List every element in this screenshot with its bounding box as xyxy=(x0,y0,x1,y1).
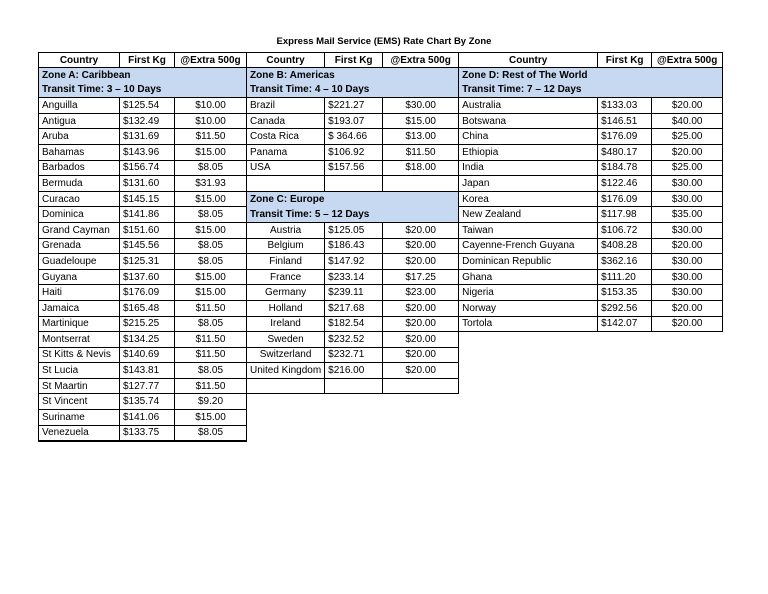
first-kg-cell: $215.25 xyxy=(120,316,175,332)
extra-cell: $11.50 xyxy=(175,378,247,394)
col-header-extra: @Extra 500g xyxy=(175,53,247,68)
country-cell: New Zealand xyxy=(459,207,598,223)
extra-cell: $35.00 xyxy=(652,207,723,223)
extra-cell: $25.00 xyxy=(652,160,723,176)
extra-cell: $11.50 xyxy=(383,144,459,160)
table-row xyxy=(39,363,723,379)
country-cell: Bahamas xyxy=(39,144,120,160)
country-cell: Barbados xyxy=(39,160,120,176)
first-kg-cell: $239.11 xyxy=(325,285,383,301)
country-cell: Canada xyxy=(247,113,325,129)
country-cell: Ireland xyxy=(247,316,325,332)
col-header-extra: @Extra 500g xyxy=(383,53,459,68)
extra-cell: $25.00 xyxy=(652,129,723,145)
country-cell: Botswana xyxy=(459,113,598,129)
extra-cell: $40.00 xyxy=(652,113,723,129)
blank-cell xyxy=(459,347,598,363)
table-row xyxy=(39,113,723,129)
blank-cell xyxy=(383,410,459,426)
zone-transit: Transit Time: 7 – 12 Days xyxy=(459,83,723,98)
first-kg-cell: $135.74 xyxy=(120,394,175,410)
blank-cell xyxy=(652,410,723,426)
country-cell: Finland xyxy=(247,254,325,270)
first-kg-cell: $132.49 xyxy=(120,113,175,129)
country-cell: Martinique xyxy=(39,316,120,332)
country-cell: Costa Rica xyxy=(247,129,325,145)
extra-cell: $20.00 xyxy=(383,316,459,332)
blank-cell xyxy=(247,394,325,410)
extra-cell: $10.00 xyxy=(175,98,247,114)
table-row xyxy=(39,98,723,114)
extra-cell: $20.00 xyxy=(383,300,459,316)
blank-cell xyxy=(598,394,652,410)
first-kg-cell: $176.09 xyxy=(598,129,652,145)
first-kg-cell: $133.03 xyxy=(598,98,652,114)
country-cell: Aruba xyxy=(39,129,120,145)
first-kg-cell: $408.28 xyxy=(598,238,652,254)
blank-cell xyxy=(325,425,383,441)
first-kg-cell: $111.20 xyxy=(598,269,652,285)
col-header-country: Country xyxy=(39,53,120,68)
first-kg-cell: $ 364.66 xyxy=(325,129,383,145)
table-row xyxy=(39,191,723,207)
table-row xyxy=(39,347,723,363)
blank-cell xyxy=(383,394,459,410)
extra-cell: $30.00 xyxy=(652,176,723,192)
country-cell: Dominican Republic xyxy=(459,254,598,270)
country-cell: Cayenne-French Guyana xyxy=(459,238,598,254)
extra-cell: $20.00 xyxy=(652,300,723,316)
blank-cell xyxy=(652,394,723,410)
table-row xyxy=(39,160,723,176)
blank-cell xyxy=(598,347,652,363)
first-kg-cell: $362.16 xyxy=(598,254,652,270)
country-cell: St Lucia xyxy=(39,363,120,379)
country-cell: Grenada xyxy=(39,238,120,254)
first-kg-cell: $141.86 xyxy=(120,207,175,223)
blank-cell xyxy=(598,410,652,426)
country-cell: USA xyxy=(247,160,325,176)
extra-cell: $20.00 xyxy=(383,238,459,254)
country-cell: Guadeloupe xyxy=(39,254,120,270)
country-cell: Suriname xyxy=(39,410,120,426)
extra-cell: $31.93 xyxy=(175,176,247,192)
blank-cell xyxy=(652,378,723,394)
first-kg-cell: $480.17 xyxy=(598,144,652,160)
extra-cell: $9.20 xyxy=(175,394,247,410)
first-kg-cell: $122.46 xyxy=(598,176,652,192)
first-kg-cell: $233.14 xyxy=(325,269,383,285)
extra-cell: $15.00 xyxy=(175,410,247,426)
country-cell: Jamaica xyxy=(39,300,120,316)
first-kg-cell: $141.06 xyxy=(120,410,175,426)
country-cell: Holland xyxy=(247,300,325,316)
first-kg-cell: $143.96 xyxy=(120,144,175,160)
first-kg-cell: $106.72 xyxy=(598,222,652,238)
extra-cell: $30.00 xyxy=(652,254,723,270)
extra-cell: $11.50 xyxy=(175,300,247,316)
first-kg-cell: $117.98 xyxy=(598,207,652,223)
extra-cell: $17.25 xyxy=(383,269,459,285)
zone-transit: Transit Time: 3 – 10 Days xyxy=(39,83,247,98)
extra-cell: $30.00 xyxy=(652,222,723,238)
col-header-first-kg: First Kg xyxy=(325,53,383,68)
table-row xyxy=(39,83,723,98)
country-cell: Montserrat xyxy=(39,332,120,348)
extra-cell: $20.00 xyxy=(383,363,459,379)
extra-cell: $20.00 xyxy=(383,254,459,270)
col-header-country: Country xyxy=(247,53,325,68)
country-cell: France xyxy=(247,269,325,285)
blank-cell xyxy=(652,425,723,441)
country-cell: Korea xyxy=(459,191,598,207)
first-kg-cell: $143.81 xyxy=(120,363,175,379)
country-cell: Anguilla xyxy=(39,98,120,114)
blank-cell xyxy=(598,363,652,379)
rate-table-body xyxy=(39,68,723,442)
country-cell: St Maartin xyxy=(39,378,120,394)
country-cell: Norway xyxy=(459,300,598,316)
table-row xyxy=(39,222,723,238)
table-row xyxy=(39,207,723,223)
empty-cell xyxy=(383,176,459,192)
country-cell: Bermuda xyxy=(39,176,120,192)
extra-cell: $8.05 xyxy=(175,363,247,379)
blank-cell xyxy=(459,378,598,394)
country-cell: Panama xyxy=(247,144,325,160)
extra-cell: $11.50 xyxy=(175,347,247,363)
extra-cell: $8.05 xyxy=(175,238,247,254)
country-cell: Taiwan xyxy=(459,222,598,238)
header-row xyxy=(39,53,723,68)
country-cell: Haiti xyxy=(39,285,120,301)
first-kg-cell: $182.54 xyxy=(325,316,383,332)
table-row xyxy=(39,332,723,348)
extra-cell: $18.00 xyxy=(383,160,459,176)
extra-cell: $20.00 xyxy=(383,332,459,348)
blank-cell xyxy=(247,410,325,426)
country-cell: St Vincent xyxy=(39,394,120,410)
first-kg-cell: $127.77 xyxy=(120,378,175,394)
extra-cell: $15.00 xyxy=(175,191,247,207)
extra-cell: $30.00 xyxy=(652,269,723,285)
extra-cell: $20.00 xyxy=(383,222,459,238)
blank-cell xyxy=(598,378,652,394)
first-kg-cell: $140.69 xyxy=(120,347,175,363)
extra-cell: $20.00 xyxy=(383,347,459,363)
extra-cell: $8.05 xyxy=(175,207,247,223)
country-cell: Ghana xyxy=(459,269,598,285)
table-row xyxy=(39,144,723,160)
blank-cell xyxy=(652,347,723,363)
empty-cell xyxy=(325,378,383,394)
blank-cell xyxy=(247,425,325,441)
first-kg-cell: $292.56 xyxy=(598,300,652,316)
country-cell: Sweden xyxy=(247,332,325,348)
first-kg-cell: $131.60 xyxy=(120,176,175,192)
country-cell: Curacao xyxy=(39,191,120,207)
first-kg-cell: $146.51 xyxy=(598,113,652,129)
first-kg-cell: $151.60 xyxy=(120,222,175,238)
first-kg-cell: $221.27 xyxy=(325,98,383,114)
country-cell: India xyxy=(459,160,598,176)
country-cell: Venezuela xyxy=(39,425,120,441)
extra-cell: $8.05 xyxy=(175,316,247,332)
rate-table xyxy=(38,52,723,442)
extra-cell: $15.00 xyxy=(175,269,247,285)
first-kg-cell: $134.25 xyxy=(120,332,175,348)
empty-cell xyxy=(383,378,459,394)
extra-cell: $8.05 xyxy=(175,425,247,441)
col-header-first-kg: First Kg xyxy=(598,53,652,68)
extra-cell: $11.50 xyxy=(175,129,247,145)
extra-cell: $23.00 xyxy=(383,285,459,301)
first-kg-cell: $232.71 xyxy=(325,347,383,363)
country-cell: Australia xyxy=(459,98,598,114)
col-header-extra: @Extra 500g xyxy=(652,53,723,68)
first-kg-cell: $133.75 xyxy=(120,425,175,441)
extra-cell: $13.00 xyxy=(383,129,459,145)
empty-cell xyxy=(247,378,325,394)
first-kg-cell: $232.52 xyxy=(325,332,383,348)
extra-cell: $15.00 xyxy=(175,144,247,160)
country-cell: Ethiopia xyxy=(459,144,598,160)
extra-cell: $8.05 xyxy=(175,254,247,270)
extra-cell: $30.00 xyxy=(652,191,723,207)
empty-cell xyxy=(247,176,325,192)
first-kg-cell: $217.68 xyxy=(325,300,383,316)
empty-cell xyxy=(325,176,383,192)
first-kg-cell: $106.92 xyxy=(325,144,383,160)
table-row xyxy=(39,129,723,145)
first-kg-cell: $186.43 xyxy=(325,238,383,254)
extra-cell: $30.00 xyxy=(652,285,723,301)
country-cell: Belgium xyxy=(247,238,325,254)
table-row xyxy=(39,394,723,410)
extra-cell: $11.50 xyxy=(175,332,247,348)
extra-cell: $15.00 xyxy=(175,285,247,301)
extra-cell: $20.00 xyxy=(652,98,723,114)
extra-cell: $8.05 xyxy=(175,160,247,176)
page-title: Express Mail Service (EMS) Rate Chart By Zone xyxy=(276,36,492,47)
extra-cell: $15.00 xyxy=(383,113,459,129)
table-row xyxy=(39,285,723,301)
table-row xyxy=(39,425,723,441)
first-kg-cell: $165.48 xyxy=(120,300,175,316)
zone-name: Zone C: Europe xyxy=(247,191,459,207)
country-cell: China xyxy=(459,129,598,145)
extra-cell: $10.00 xyxy=(175,113,247,129)
first-kg-cell: $147.92 xyxy=(325,254,383,270)
country-cell: Brazil xyxy=(247,98,325,114)
blank-cell xyxy=(598,425,652,441)
zone-transit: Transit Time: 4 – 10 Days xyxy=(247,83,459,98)
first-kg-cell: $125.54 xyxy=(120,98,175,114)
col-header-country: Country xyxy=(459,53,598,68)
blank-cell xyxy=(459,363,598,379)
blank-cell xyxy=(459,394,598,410)
blank-cell xyxy=(459,410,598,426)
extra-cell: $20.00 xyxy=(652,316,723,332)
country-cell: Guyana xyxy=(39,269,120,285)
country-cell: Austria xyxy=(247,222,325,238)
table-row xyxy=(39,410,723,426)
country-cell: Antigua xyxy=(39,113,120,129)
table-row xyxy=(39,378,723,394)
blank-cell xyxy=(652,332,723,348)
extra-cell: $20.00 xyxy=(652,144,723,160)
table-row xyxy=(39,238,723,254)
blank-cell xyxy=(325,394,383,410)
country-cell: Japan xyxy=(459,176,598,192)
first-kg-cell: $142.07 xyxy=(598,316,652,332)
table-row xyxy=(39,68,723,83)
first-kg-cell: $145.56 xyxy=(120,238,175,254)
extra-cell: $20.00 xyxy=(652,238,723,254)
zone-transit: Transit Time: 5 – 12 Days xyxy=(247,207,459,223)
table-row xyxy=(39,254,723,270)
country-cell: Dominica xyxy=(39,207,120,223)
first-kg-cell: $156.74 xyxy=(120,160,175,176)
first-kg-cell: $157.56 xyxy=(325,160,383,176)
country-cell: United Kingdom xyxy=(247,363,325,379)
zone-name: Zone B: Americas xyxy=(247,68,459,83)
blank-cell xyxy=(459,425,598,441)
first-kg-cell: $176.09 xyxy=(120,285,175,301)
first-kg-cell: $145.15 xyxy=(120,191,175,207)
extra-cell: $15.00 xyxy=(175,222,247,238)
first-kg-cell: $125.05 xyxy=(325,222,383,238)
blank-cell xyxy=(459,332,598,348)
first-kg-cell: $153.35 xyxy=(598,285,652,301)
first-kg-cell: $176.09 xyxy=(598,191,652,207)
table-row xyxy=(39,300,723,316)
country-cell: Germany xyxy=(247,285,325,301)
country-cell: Nigeria xyxy=(459,285,598,301)
zone-name: Zone D: Rest of The World xyxy=(459,68,723,83)
table-row xyxy=(39,176,723,192)
country-cell: Grand Cayman xyxy=(39,222,120,238)
first-kg-cell: $131.69 xyxy=(120,129,175,145)
zone-name: Zone A: Caribbean xyxy=(39,68,247,83)
first-kg-cell: $193.07 xyxy=(325,113,383,129)
blank-cell xyxy=(325,410,383,426)
extra-cell: $30.00 xyxy=(383,98,459,114)
first-kg-cell: $125.31 xyxy=(120,254,175,270)
country-cell: Switzerland xyxy=(247,347,325,363)
blank-cell xyxy=(652,363,723,379)
country-cell: Tortola xyxy=(459,316,598,332)
first-kg-cell: $137.60 xyxy=(120,269,175,285)
blank-cell xyxy=(383,425,459,441)
blank-cell xyxy=(598,332,652,348)
first-kg-cell: $216.00 xyxy=(325,363,383,379)
country-cell: St Kitts & Nevis xyxy=(39,347,120,363)
col-header-first-kg: First Kg xyxy=(120,53,175,68)
table-row xyxy=(39,269,723,285)
first-kg-cell: $184.78 xyxy=(598,160,652,176)
table-row xyxy=(39,316,723,332)
